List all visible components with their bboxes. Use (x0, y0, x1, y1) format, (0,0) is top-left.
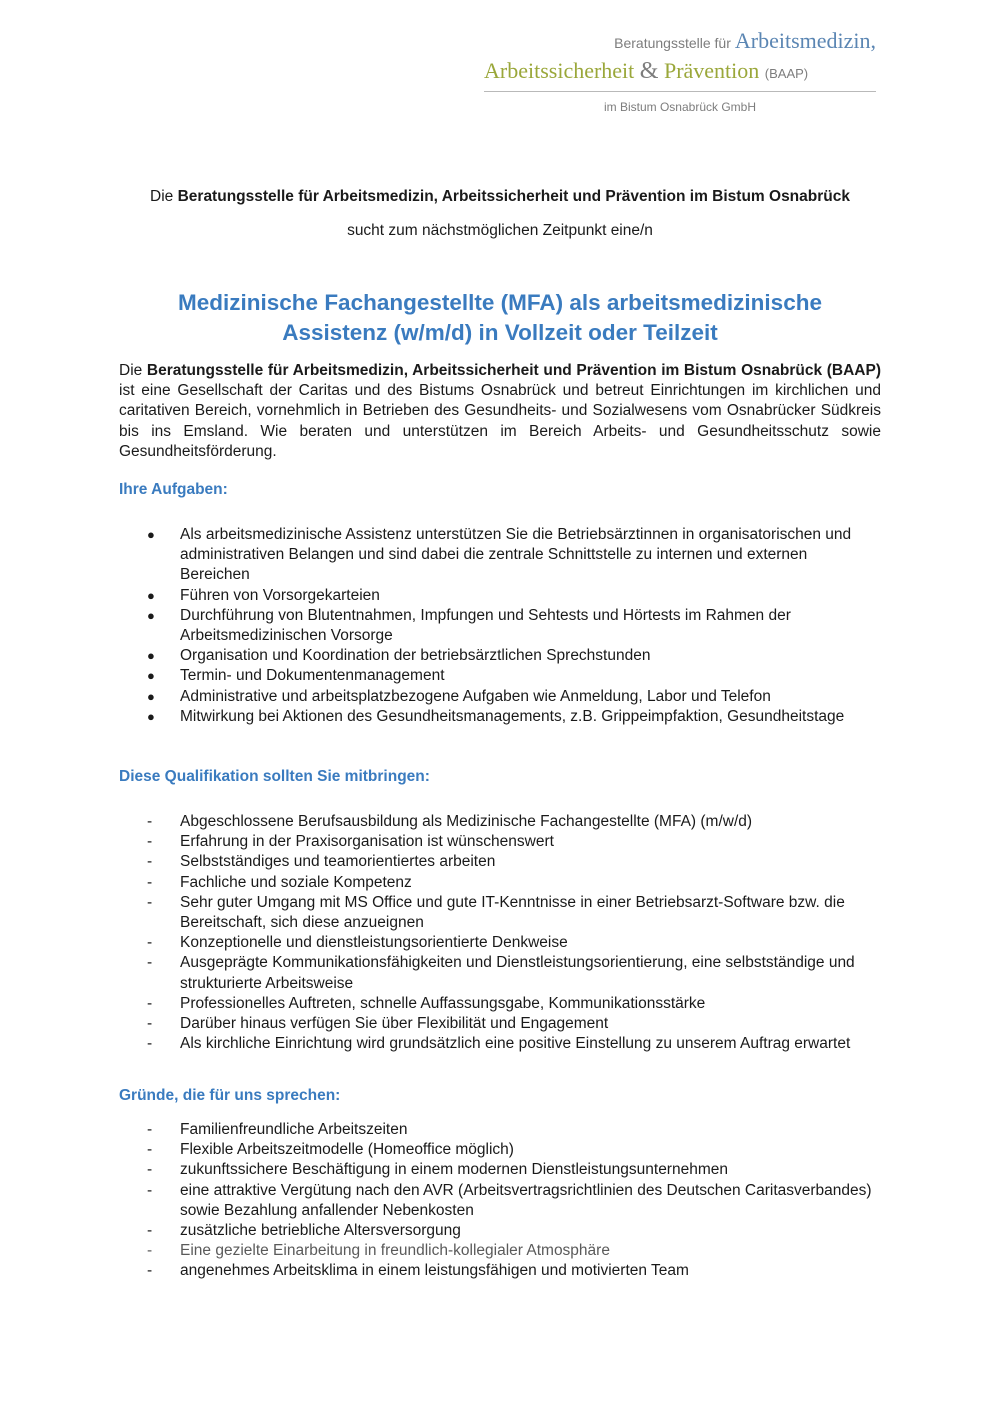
dash-icon: - (147, 833, 153, 851)
list-item (119, 832, 881, 852)
list-item-text: Erfahrung in der Praxisorganisation ist wünschenswert (180, 833, 554, 851)
dash-icon: - (147, 1262, 153, 1280)
list-item-text: Ausgeprägte Kommunikationsfähigkeiten und Dienstleistungsorientierung, eine selbstständige und strukturierte Arbeitsweise (180, 954, 855, 992)
list-item (119, 1014, 881, 1034)
logo-line-1 (484, 28, 876, 54)
qualifications-list (119, 812, 881, 1054)
list-item-text: Mitwirkung bei Aktionen des Gesundheitsmanagements, z.B. Grippeimpfaktion, Gesundheitstage (180, 707, 845, 725)
list-item (119, 1120, 881, 1140)
list-item-text: Darüber hinaus verfügen Sie über Flexibilität und Engagement (180, 1015, 609, 1033)
bullet-icon: ● (147, 648, 155, 664)
list-item-text: Abgeschlossene Berufsausbildung als Medizinische Fachangestellte (MFA) (m/w/d) (180, 813, 753, 830)
description-text: ist eine Gesellschaft der Caritas und des Bistums Osnabrück und betreut Einrichtungen im kirchlichen und caritativen Bereich, vornehmlich in Betrieben des Gesundheits- und Sozialwesens vom Osnabrücker Südkreis bis ins Emsland. Wie beraten und unterstützen im Bereich Arbeits- und Gesundheitsschutz sowie Gesundheitsförderung. (119, 382, 881, 460)
dash-icon: - (147, 1015, 153, 1033)
list-item (119, 953, 881, 993)
logo-subtitle: im Bistum Osnabrück GmbH (603, 100, 757, 114)
list-item-text: Als kirchliche Einrichtung wird grundsätzlich eine positive Einstellung zu unserem Auftrag erwartet (180, 1035, 851, 1053)
dash-icon: - (147, 1035, 153, 1053)
dash-icon: - (147, 1222, 153, 1240)
list-item-text: Konzeptionelle und dienstleistungsorientierte Denkweise (180, 934, 568, 952)
list-item (119, 1241, 881, 1261)
bullet-icon: ● (147, 527, 155, 542)
dash-icon: - (147, 954, 153, 972)
list-item-text: Professionelles Auftreten, schnelle Auffassungsgabe, Kommunikationsstärke (180, 994, 706, 1012)
list-item (119, 1261, 881, 1281)
bullet-icon: ● (147, 668, 155, 684)
logo-text-small: Beratungsstelle für (614, 35, 731, 51)
list-item-text: Eine gezielte Einarbeitung in freundlich-kollegialer Atmosphäre (180, 1242, 610, 1260)
job-title (100, 288, 900, 348)
logo-line-2 (484, 58, 876, 85)
list-item (119, 646, 881, 666)
dash-icon: - (147, 1141, 153, 1159)
list-item-text: Als arbeitsmedizinische Assistenz unterstützen Sie die Betriebsärztinnen in organisatorischen und administrativen Belangen und sind dabei die zentrale Schnittstelle zu internen und externen Bereichen (180, 526, 852, 584)
dash-icon: - (147, 813, 153, 830)
list-item (119, 1034, 881, 1054)
description-prefix: Die (119, 362, 143, 379)
list-item (119, 812, 881, 832)
reasons-heading: Gründe, die für uns sprechen: (119, 1087, 341, 1104)
dash-icon: - (147, 934, 153, 952)
list-item-text: Organisation und Koordination der betriebsärztlichen Sprechstunden (180, 647, 651, 665)
dash-icon: - (147, 873, 153, 891)
list-item-text: Durchführung von Blutentnahmen, Impfungen und Sehtests und Hörtests im Rahmen der Arbeitsmedizinischen Vorsorge (180, 606, 791, 645)
qualifications-heading: Diese Qualifikation sollten Sie mitbringen: (119, 768, 430, 785)
list-item-text: zukunftssichere Beschäftigung in einem modernen Dienstleistungsunternehmen (180, 1161, 728, 1179)
logo-divider (484, 91, 876, 92)
list-item-text: Familienfreundliche Arbeitszeiten (180, 1121, 408, 1138)
list-item-text: Flexible Arbeitszeitmodelle (Homeoffice möglich) (180, 1141, 514, 1159)
tasks-heading: Ihre Aufgaben: (119, 481, 228, 498)
dash-icon: - (147, 893, 153, 911)
logo-text-baap: (BAAP) (764, 66, 809, 81)
list-item (119, 933, 881, 953)
list-item (119, 852, 881, 872)
list-item-text: Termin- und Dokumentenmanagement (180, 667, 445, 685)
description-organization: Beratungsstelle für Arbeitsmedizin, Arbeitssicherheit und Prävention im Bistum Osnabrück (BAAP) (146, 362, 881, 379)
job-title-line-1: Medizinische Fachangestellte (MFA) als arbeitsmedizinische (178, 290, 822, 315)
intro-line (0, 188, 1000, 206)
list-item (119, 1140, 881, 1160)
intro-organization: Beratungsstelle für Arbeitsmedizin, Arbeitssicherheit und Prävention im Bistum Osnabrück (177, 188, 850, 205)
list-item-text: Führen von Vorsorgekarteien (180, 586, 380, 604)
bullet-icon: ● (147, 587, 155, 603)
dash-icon: - (147, 994, 153, 1012)
intro-prefix: Die (150, 188, 174, 205)
list-item-text: Sehr guter Umgang mit MS Office und gute IT-Kenntnisse in einer Betriebsarzt-Software bzw. die Bereitschaft, sich diese anzueignen (180, 893, 845, 932)
reasons-list (119, 1120, 881, 1282)
bullet-icon: ● (147, 708, 155, 724)
list-item (119, 1221, 881, 1241)
dash-icon: - (147, 1161, 153, 1179)
list-item-text: Fachliche und soziale Kompetenz (180, 873, 412, 891)
list-item (119, 707, 881, 727)
logo-ampersand: & (639, 58, 659, 84)
list-item (119, 1181, 881, 1221)
list-item (119, 1160, 881, 1180)
list-item-text: Selbstständiges und teamorientiertes arbeiten (180, 853, 496, 871)
list-item (119, 666, 881, 686)
list-item-text: zusätzliche betriebliche Altersversorgung (180, 1222, 461, 1240)
list-item-text: eine attraktive Vergütung nach den AVR (Arbeitsvertragsrichtlinien des Deutschen Caritasverbandes) sowie Bezahlung anfallender Nebenkosten (180, 1181, 872, 1219)
dash-icon: - (147, 853, 153, 871)
list-item (119, 994, 881, 1014)
logo-text-arbeitsmedizin: Arbeitsmedizin, (734, 28, 876, 53)
dash-icon: - (147, 1121, 153, 1138)
list-item (119, 586, 881, 606)
logo-text-praevention: Prävention (663, 58, 760, 83)
bullet-icon: ● (147, 607, 155, 623)
logo-text-arbeitssicherheit: Arbeitssicherheit (484, 58, 635, 83)
list-item (119, 873, 881, 893)
dash-icon: - (147, 1242, 153, 1260)
company-description (119, 361, 881, 462)
list-item-text: angenehmes Arbeitsklima in einem leistungsfähigen und motivierten Team (180, 1262, 689, 1280)
list-item (119, 893, 881, 933)
bullet-icon: ● (147, 688, 155, 704)
list-item (119, 606, 881, 646)
tasks-list (119, 525, 881, 727)
list-item-text: Administrative und arbeitsplatzbezogene Aufgaben wie Anmeldung, Labor und Telefon (180, 687, 771, 705)
dash-icon: - (147, 1181, 153, 1199)
list-item (119, 687, 881, 707)
list-item (119, 525, 881, 586)
job-title-line-2: Assistenz (w/m/d) in Vollzeit oder Teilzeit (282, 320, 718, 345)
company-logo (484, 28, 876, 114)
intro-subline: sucht zum nächstmöglichen Zeitpunkt eine/n (347, 222, 653, 239)
